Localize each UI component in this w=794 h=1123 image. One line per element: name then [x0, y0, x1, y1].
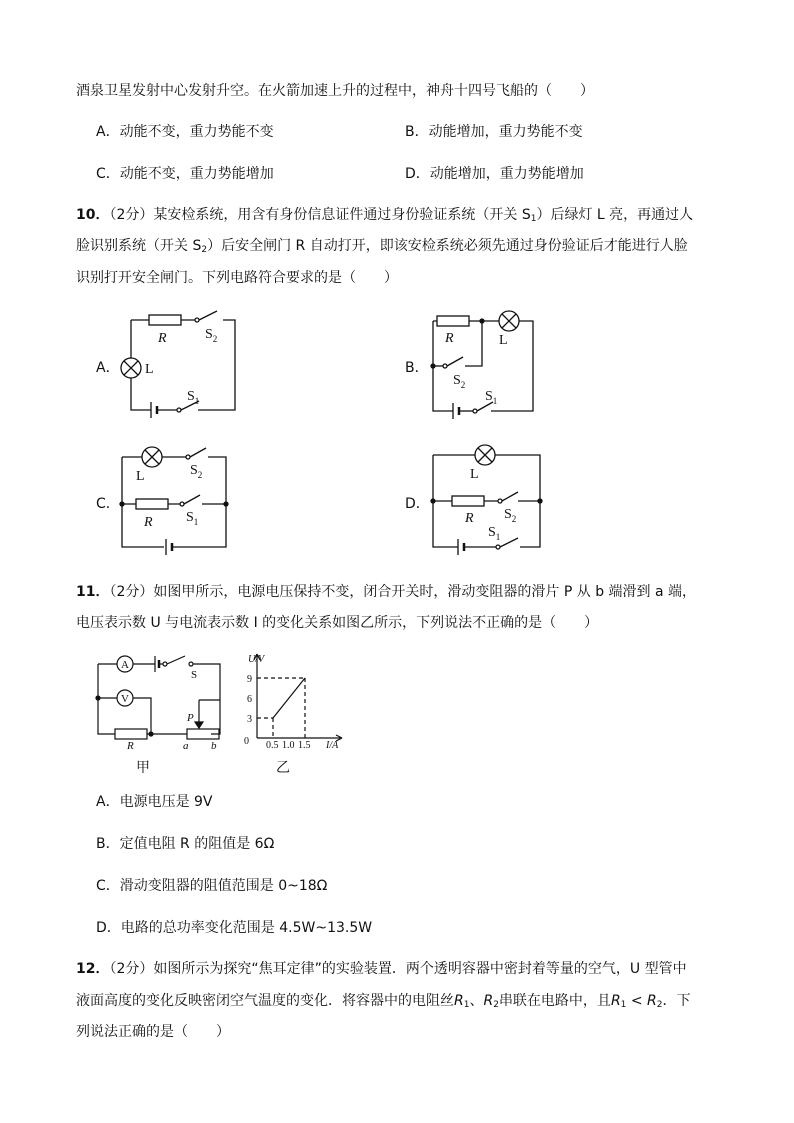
u-i-series-line: [273, 678, 305, 718]
circuit-c-diagram: [118, 444, 233, 559]
option-text: 动能增加，重力势能增加: [429, 166, 584, 182]
switch-lever: [500, 538, 518, 547]
switch-s1-label: $S_1$: [187, 389, 200, 406]
q10-stem-line3: 识别打开安全闸门。下列电路符合要求的是（ ）: [76, 270, 398, 286]
lamp-label: L: [499, 333, 508, 348]
subscript: 2: [493, 1000, 499, 1010]
switch-s1-label: $S_1$: [488, 525, 501, 542]
question-score: （2分）: [109, 961, 154, 977]
figure-caption-right: 乙: [276, 760, 290, 776]
q9-stem: 酒泉卫星发射中心发射升空。在火箭加速上升的过程中，神舟十四号飞船的（ ）: [76, 83, 594, 99]
option-label: B．: [405, 124, 429, 140]
stem-text: 如图甲所示，电源电压保持不变，闭合开关时，滑动变阻器的滑片 P 从 b 端滑到 a 端，: [153, 584, 697, 600]
q9-option-b[interactable]: [405, 122, 583, 142]
switch-contact: [498, 499, 502, 503]
subscript: 1: [530, 214, 537, 224]
option-label: B．: [96, 836, 120, 852]
switch-contact: [189, 662, 193, 666]
subscript: 2: [656, 1000, 663, 1010]
option-label: C．: [96, 166, 120, 182]
end-a-label: a: [183, 740, 189, 752]
switch-label: S: [191, 669, 198, 681]
y-tick-label: 9: [247, 674, 252, 685]
switch-lever: [184, 495, 200, 504]
q12-stem-line2: [76, 991, 691, 1015]
x-tick-label: 1.5: [298, 740, 311, 751]
q9-option-a[interactable]: [96, 122, 274, 142]
lamp-cross: [145, 450, 159, 464]
stem-text: ）后绿灯 L 亮，再通过人: [536, 207, 694, 223]
y-axis-label: U/V: [248, 654, 265, 665]
resistor-symbol: [136, 499, 168, 509]
lamp-label: L: [470, 467, 479, 482]
option-text: 电路的总功率变化范围是 4.5W~13.5W: [120, 920, 373, 936]
switch-contact: [195, 318, 199, 322]
stem-text: 液面高度的变化反映密闭空气温度的变化．将容器中的电阻丝: [76, 993, 454, 1009]
resistor-label: R: [127, 740, 134, 752]
option-label: A．: [96, 794, 120, 810]
option-text: 动能增加，重力势能不变: [428, 124, 583, 140]
resistor-label: R: [445, 331, 454, 346]
q10-option-c-label[interactable]: C．: [96, 496, 120, 512]
q10-stem-line1: [76, 205, 693, 229]
resistor-symbol: [115, 729, 147, 739]
option-label: C．: [96, 878, 120, 894]
q10-option-a-label[interactable]: A．: [96, 360, 120, 376]
switch-contact: [180, 502, 184, 506]
r1-symbol: R: [610, 993, 621, 1009]
end-b-label: b: [211, 740, 217, 752]
q11-option-a[interactable]: [96, 792, 213, 812]
q10-option-b-label[interactable]: B．: [405, 360, 429, 376]
option-label: D．: [96, 920, 121, 936]
r1-symbol: R: [454, 993, 464, 1009]
switch-lever: [502, 492, 518, 501]
switch-s2-label: $S_2$: [504, 507, 517, 524]
ammeter-label: A: [121, 659, 129, 671]
q11-option-c[interactable]: [96, 876, 327, 896]
x-axis-label: I/A: [326, 740, 339, 751]
option-text: 定值电阻 R 的阻值是 6Ω: [119, 836, 275, 852]
lamp-cross: [502, 314, 516, 328]
resistor-label: R: [465, 511, 474, 526]
switch-contact: [163, 662, 167, 666]
circuit-b-diagram: [425, 310, 540, 425]
q11-ui-graph: [238, 652, 348, 752]
subscript: 1: [620, 1000, 627, 1010]
switch-s2-label: $S_2$: [453, 373, 466, 390]
switch-contact: [186, 455, 190, 459]
stem-text: 如图所示为探究“焦耳定律”的实验装置．两个透明容器中密封着等量的空气，U 型管中: [153, 961, 687, 977]
subscript: 2: [201, 245, 208, 255]
q11-option-d[interactable]: [96, 918, 372, 938]
switch-contact: [443, 364, 447, 368]
r2-symbol: R: [647, 993, 657, 1009]
question-number: 11．: [76, 584, 110, 600]
option-text: 动能不变，重力势能增加: [119, 166, 274, 182]
slider-label: P: [187, 712, 194, 724]
lamp-cross: [478, 448, 492, 462]
question-number: 10．: [76, 207, 110, 223]
y-tick-label: 3: [247, 714, 252, 725]
resistor-symbol: [452, 496, 484, 506]
switch-s1-label: $S_1$: [186, 510, 199, 527]
option-text: 滑动变阻器的阻值范围是 0~18Ω: [119, 878, 328, 894]
r2-symbol: R: [483, 993, 494, 1009]
comparison-sign: <: [626, 993, 648, 1009]
switch-lever: [190, 448, 206, 457]
switch-contact: [177, 408, 181, 412]
question-score: （2分）: [109, 584, 154, 600]
wire: [465, 321, 482, 366]
q11-circuit-figure: [95, 652, 225, 752]
switch-lever: [199, 311, 217, 320]
switch-s1-label: $S_1$: [485, 389, 498, 406]
q12-stem-line1: [76, 959, 687, 979]
switch-lever: [447, 357, 463, 366]
stem-text: 串联在电路中，且: [498, 993, 611, 1009]
circuit-d-diagram: [430, 444, 545, 559]
origin-label: 0: [244, 736, 249, 747]
q9-option-c[interactable]: [96, 164, 274, 184]
x-tick-label: 0.5: [266, 740, 279, 751]
resistor-symbol: [437, 316, 469, 326]
switch-lever: [167, 656, 185, 664]
switch-s2-label: $S_2$: [205, 327, 218, 344]
resistor-symbol: [149, 315, 181, 325]
question-number: 12．: [76, 961, 110, 977]
option-label: A．: [96, 124, 120, 140]
subscript: 1: [463, 1000, 470, 1010]
stem-text: 某安检系统，用含有身份信息证件通过身份验证系统（开关 S: [153, 207, 531, 223]
q10-option-d-label[interactable]: D．: [405, 496, 430, 512]
q11-stem-line1: [76, 582, 696, 602]
slider-arrow: [195, 722, 203, 728]
q11-option-b[interactable]: [96, 834, 274, 854]
voltmeter-label: V: [121, 693, 129, 705]
switch-s2-label: $S_2$: [190, 463, 203, 480]
y-tick-label: 6: [247, 694, 252, 705]
resistor-label: R: [158, 331, 167, 346]
stem-text: ．下: [662, 993, 691, 1009]
separator: 、: [469, 993, 484, 1009]
x-tick-label: 1.0: [282, 740, 295, 751]
lamp-label: L: [145, 362, 154, 377]
q9-option-d[interactable]: [405, 164, 584, 184]
resistor-label: R: [144, 515, 153, 530]
stem-text: 脸识别系统（开关 S: [76, 238, 202, 254]
lamp-cross: [124, 361, 138, 375]
option-label: D．: [405, 166, 430, 182]
stem-text: ）后安全闸门 R 自动打开，即该安检系统必须先通过身份验证后才能进行人脸: [207, 238, 688, 254]
junction-dot: [149, 732, 153, 736]
switch-contact: [496, 545, 500, 549]
q11-stem-line2: 电压表示数 U 与电流表示数 I 的变化关系如图乙所示，下列说法不正确的是（ ）: [76, 615, 599, 631]
lamp-label: L: [136, 469, 145, 484]
q12-stem-line3: 列说法正确的是（ ）: [76, 1024, 230, 1040]
figure-caption-left: 甲: [136, 760, 150, 776]
option-text: 动能不变，重力势能不变: [119, 124, 274, 140]
option-text: 电源电压是 9V: [119, 794, 213, 810]
circuit-a-diagram: [115, 310, 245, 425]
q10-stem-line2: [76, 236, 688, 260]
question-score: （2分）: [109, 207, 154, 223]
switch-contact: [473, 409, 477, 413]
